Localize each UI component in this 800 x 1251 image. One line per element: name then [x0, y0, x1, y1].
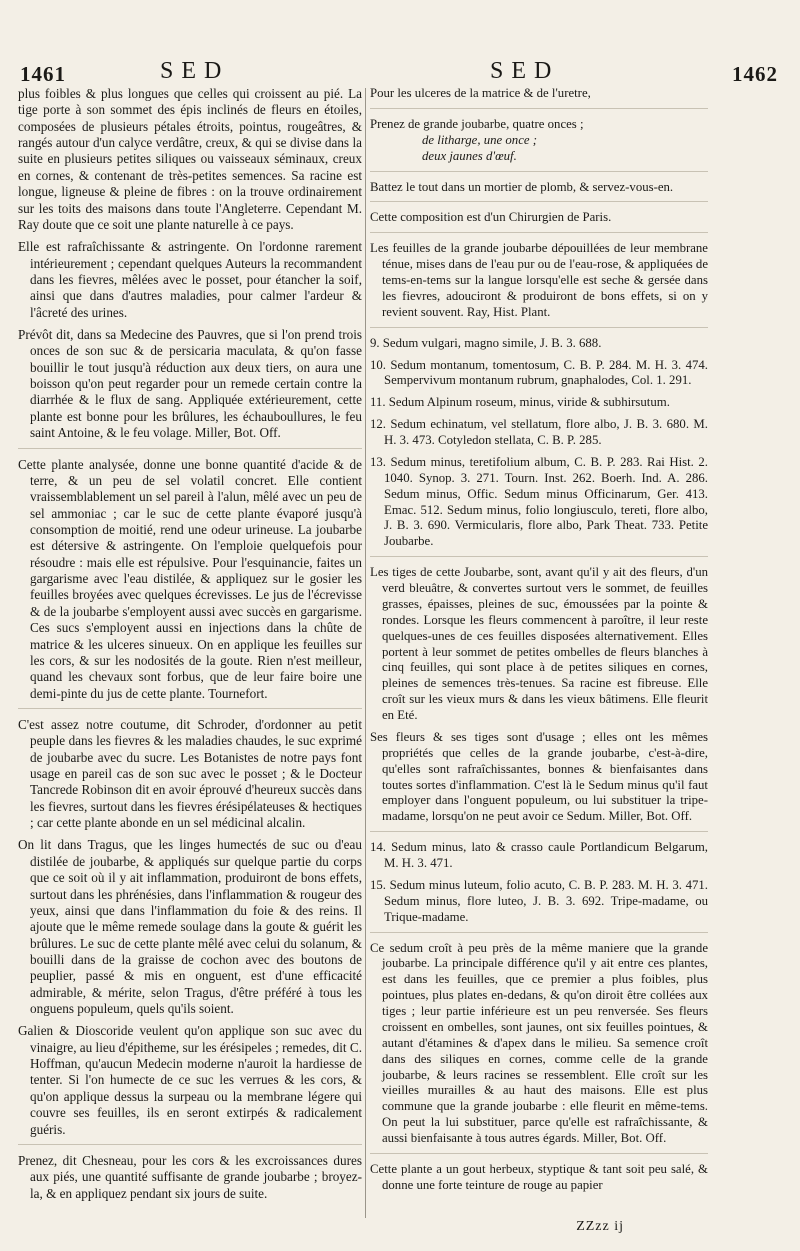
- recipe: [370, 117, 708, 165]
- paragraph-stems: Les tiges de cette Joubarbe, sont, avant qu'il y ait des fleurs, d'un verd bleuâtre, & convertes surtout vers le sommet, de feuilles grasses, épaisses, pleines de suc, émoussées par la pointe & rondes. Lorsque les fleurs commencent à paroître, il leur reste quelques-unes de ces feuilles disposées alternativement. Elles portent à leur sommet de petites ombelles de fleurs blanches à cinq feuilles, qui sont place à de petites siliques en cornes, pleines de semences très-tenues. Sa racine est fibreuse. Elle croît sur les vieux murs & dans les vieux bâtimens. Elle fleurit en Eté.: [370, 565, 708, 722]
- paragraph-galien: Galien & Dioscoride veulent qu'on applique son suc avec du vinaigre, au lieu d'épitheme, sur les érésipeles ; remedes, dit C. Hoffman, qu'aucun Medecin moderne n'auroit la hardiesse de tenter. Si l'on humecte de ce suc les verrues & les cors, & qu'on applique dessus la surpeau ou la membrane légere qui couvre ses feuilles, ils en seront extirpés & radicalement guéris.: [18, 1023, 362, 1137]
- left-running-head: SED: [160, 58, 230, 84]
- left-page-number: 1461: [20, 62, 66, 86]
- divider: [18, 448, 362, 449]
- paragraph-description: plus foibles & plus longues que celles qui croissent au pié. La tige porte à son sommet des épis inclinés de fleurs en étoiles, composées de plusieurs pétales étroits, pointus, rougeâtres, & rangés autour d'un calyce verdâtre, creux, & qui se divise dans la suite en plusieurs petites siliques ou vaisseaux séminaux, creux en cornes, & contenant de très-petites semences. Sa racine est longue, ligneuse & pleine de fibres : on la trouve ordinairement sur les toits des maisons dans toute l'Angleterre. Cependant M. Ray doute que ce soit une plante naturelle à ce pays.: [18, 86, 362, 232]
- right-running-head: SED: [490, 58, 560, 84]
- right-column: [370, 86, 708, 1200]
- divider: [370, 1153, 708, 1154]
- paragraph-leaves: Les feuilles de la grande joubarbe dépouillées de leur membrane ténue, mises dans de l'eau pur ou de l'eau-rose, & appliquées de tems-en-tems sur la langue lorsqu'elle est seche & gersée dans les fievres, adouciront & produiront de bons effets, si on y revient souvent. Ray, Hist. Plant.: [370, 241, 708, 319]
- recipe-line: de litharge, une once ;: [422, 132, 538, 147]
- paragraph-sedum: Ce sedum croît à peu près de la même maniere que la grande joubarbe. La principale différence qu'il y ait entre ces plantes, est dans les feuilles, que ce premier a plus foibles, plus pointues, plus plates en-dedans, & qu'on diroit être collées aux tiges ; leur partie inférieure est un peu renversée. Ses fleurs croissent en ombelles, sont jaunes, ont six feuilles pointues, & autant d'étamines & d'apex dans le milieu. Sa semence croît dans des siliques en cornes, comme celle de la grande joubarbe, & leurs racines se ressemblent. Elle croît sur les vieilles murailles & au haut des maisons. Elle est plus commune que la grande joubarbe : elle fleurit en même-tems. On peut la lui substituer, parce qu'elle est rafraîchissante, & aussi bienfaisante à tous autres égards. Miller, Bot. Off.: [370, 940, 708, 1145]
- species-entry: 12. Sedum echinatum, vel stellatum, flore albo, J. B. 3. 680. M. H. 3. 473. Cotyledon stellata, C. B. P. 285.: [370, 417, 708, 447]
- divider: [18, 708, 362, 709]
- divider: [370, 556, 708, 557]
- divider: [370, 201, 708, 202]
- column-rule: [365, 88, 366, 1218]
- species-entry: 11. Sedum Alpinum roseum, minus, viride & subhirsutum.: [370, 395, 670, 410]
- right-page-number: 1462: [732, 62, 778, 86]
- recipe-line: deux jaunes d'œuf.: [422, 148, 517, 163]
- paragraph-tragus: On lit dans Tragus, que les linges humectés de suc ou d'eau distilée de joubarbe, & appliqués sur quelque partie du corps que ce soit où il y ait inflammation, produiront de bons effets, surtout dans les phrénésies, dans l'inflammation & rougeur des yeux, ainsi que dans l'inflammation du foie & des reins. Il ajoute que le même remede soulage dans la goute & guérit les brûlures. Le suc de cette plante mêlé avec celui du solanum, & bouilli dans de la graisse de cochon avec des boutons de peuplier, passé & mis en onguent, est d'une efficacité admirable, & mérite, selon Tragus, d'être préféré à tous les onguens populeum, quels qu'ils soient.: [18, 837, 362, 1017]
- paragraph-analysis: Cette plante analysée, donne une bonne quantité d'acide & de terre, & un peu de sel volatil concret. Elle contient vraissemblablement un sel pareil à l'alun, mêlé avec un peu de sel ammoniac ; car le suc de cette plante évaporé jusqu'à consomption de moitié, rend une odeur urineuse. La joubarbe est détersive & astringente. On l'emploie quelquefois pour résoudre : mais elle est répulsive. Pour l'esquinancie, faites un gargarisme avec l'eau distilée, & appliquez sur le gosier les feuilles broyées avec quelques écrevisses. Le jus de l'écrevisse & de la joubarbe s'employent aussi avec succès en gargarisme. Ces sucs s'employent aussi en injections dans la chûte de matrice & les ulceres sinueux. On en applique les feuilles sur les cors, & sur les nodosités de la goute. Rien n'est meilleur, quand les chevaux sont forbus, que de leur faire boire une demi-pinte du jus de cette plante. Tournefort.: [18, 456, 362, 701]
- paragraph-chesneau: Prenez, dit Chesneau, pour les cors & les excroissances dures aux piés, une quantité suffisante de grande joubarbe ; broyez-la, & en appliquez pendant six jours de suite.: [18, 1152, 362, 1201]
- paragraph-flowers: Ses fleurs & ses tiges sont d'usage ; elles ont les mêmes propriétés que celles de la grande joubarbe, c'est-à-dire, qu'elles sont rafraîchissantes, bonnes & bienfaisantes dans toutes sortes d'inflammation. C'est là le Sedum minus qu'il faut employer dans l'onguent populeum, ou lui substituer la tripe-madame, lorsqu'on ne peut avoir ce Sedum. Miller, Bot. Off.: [370, 729, 708, 824]
- divider: [18, 1144, 362, 1145]
- divider: [370, 932, 708, 933]
- divider: [370, 232, 708, 233]
- paragraph-schroder: C'est assez notre coutume, dit Schroder, d'ordonner au petit peuple dans les fievres & les maladies chaudes, le suc exprimé de joubarbe avec du sucre. Les Botanistes de notre pays font usage en pareil cas de son suc avec le posset ; & le Docteur Tancrede Robinson dit en avoir éprouvé d'heureux succès dans les fievres, surtout dans les fievres érésipélateuses & hectiques ; car cette plante abonde en un sel médicinal alcalin.: [18, 716, 362, 831]
- signature-mark: ZZzz ij: [576, 1219, 624, 1234]
- divider: [370, 171, 708, 172]
- divider: [370, 108, 708, 109]
- species-entry: 15. Sedum minus luteum, folio acuto, C. B. P. 283. M. H. 3. 471. Sedum minus, flore luteo, J. B. 3. 692. Tripe-madame, ou Trique-madame.: [370, 877, 708, 924]
- species-entry: 13. Sedum minus, teretifolium album, C. B. P. 283. Rai Hist. 2. 1040. Synop. 3. 271. Tourn. Inst. 262. Boerh. Ind. A. 286. Sedum minus, Offic. Sedum minus Officinarum, Ger. 413. Emac. 512. Sedum minus, folio longiusculo, tereti, flore albo, J. B. 3. 690. Vermicularis, flore albo, Park Theat. 733. Petite Joubarbe.: [370, 454, 708, 549]
- paragraph-mortar: Battez le tout dans un mortier de plomb, & servez-vous-en.: [370, 179, 674, 194]
- left-column: [18, 86, 362, 1208]
- species-entry: 9. Sedum vulgari, magno simile, J. B. 3. 688.: [370, 335, 602, 350]
- paragraph-surgeon: Cette composition est d'un Chirurgien de Paris.: [370, 210, 612, 225]
- paragraph-prevot: Prévôt dit, dans sa Medecine des Pauvres, que si l'on prend trois onces de son suc & de persicaria maculata, & qu'on fasse bouillir le tout jusqu'à réduction aux deux tiers, on aura une boisson qu'on peut regarder pour un remede certain contre la diarrhée & le flux de sang. Appliquée extérieurement, cette plante est bonne pour les brûlures, les échauboullures, le feu saint Antoine, & le feu volage. Miller, Bot. Off.: [18, 327, 362, 441]
- paragraph-properties: Elle est rafraîchissante & astringente. On l'ordonne rarement intérieurement ; cependant quelques Auteurs la recommandent dans les fievres, mêlées avec le posset, pour étancher la soif, ainsi que dans d'autres maladies, pour calmer l'ardeur & l'âcreté des urines.: [18, 239, 362, 320]
- divider: [370, 327, 708, 328]
- species-entry: 14. Sedum minus, lato & crasso caule Portlandicum Belgarum, M. H. 3. 471.: [370, 840, 708, 870]
- paragraph-taste: Cette plante a un gout herbeux, styptique & tant soit peu salé, & donne une forte teinture de rouge au papier: [370, 1161, 708, 1192]
- divider: [370, 831, 708, 832]
- species-entry: 10. Sedum montanum, tomentosum, C. B. P. 284. M. H. 3. 474. Sempervivum montanum rubrum, gnaphalodes, Col. 1. 291.: [370, 357, 708, 388]
- recipe-line: Prenez de grande joubarbe, quatre onces ;: [370, 116, 584, 131]
- ulcer-heading: Pour les ulceres de la matrice & de l'uretre,: [370, 86, 591, 100]
